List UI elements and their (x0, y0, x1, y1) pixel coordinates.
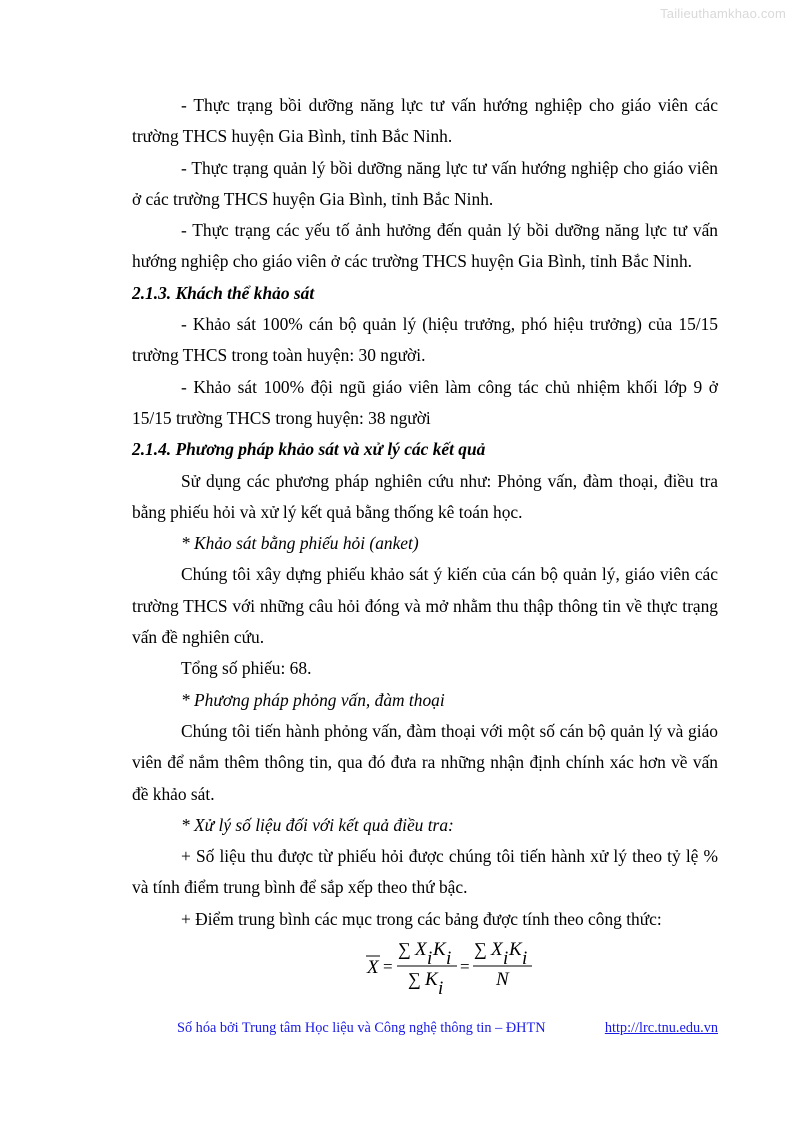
subheading-anket: * Khảo sát bằng phiếu hỏi (anket) (181, 533, 419, 554)
watermark: Tailieuthamkhao.com (660, 6, 786, 21)
paragraph-9: Chúng tôi tiến hành phỏng vấn, đàm thoại với một số cán bộ quản lý và giáo viên để nắm thêm thông tin, qua đó đưa ra những nhận định chính xác hơn về vấn đề khảo sát. (132, 720, 718, 804)
formula-i-1: i (427, 948, 433, 969)
formula-k-1: K (433, 939, 446, 960)
formula-equals-1: = (383, 957, 393, 976)
paragraph-8: Tổng số phiếu: 68. (181, 658, 312, 679)
paragraph-1: - Thực trạng bồi dưỡng năng lực tư vấn hướng nghiệp cho giáo viên các trường THCS huyện Gia Bình, tỉnh Bắc Ninh. (132, 95, 718, 147)
mean-formula (364, 933, 534, 1002)
page-footer (177, 1020, 718, 1037)
paragraph-4: - Khảo sát 100% cán bộ quản lý (hiệu trưởng, phó hiệu trưởng) của 15/15 trường THCS trong toàn huyện: 30 người. (132, 314, 718, 366)
formula-i-4: i (503, 948, 509, 969)
section-heading-2-1-3: 2.1.3. Khách thể khảo sát (132, 282, 315, 303)
formula-i-2: i (446, 948, 452, 969)
footer-credit: Số hóa bởi Trung tâm Học liệu và Công nghệ thông tin – ĐHTN (177, 1020, 546, 1036)
paragraph-5: - Khảo sát 100% đội ngũ giáo viên làm công tác chủ nhiệm khối lớp 9 ở 15/15 trường THCS trong huyện: 38 người (132, 376, 718, 428)
formula-x-2: X (491, 939, 503, 960)
formula-sum-den-1: ∑ (408, 969, 421, 989)
formula-x-1: X (415, 939, 427, 960)
paragraph-2: - Thực trạng quản lý bồi dưỡng năng lực tư vấn hướng nghiệp cho giáo viên ở các trường THCS huyện Gia Bình, tỉnh Bắc Ninh. (132, 157, 718, 209)
formula-sum-num-2: ∑ (474, 939, 487, 959)
paragraph-7: Chúng tôi xây dựng phiếu khảo sát ý kiến của cán bộ quản lý, giáo viên các trường THCS với những câu hỏi đóng và mở nhằm thu thập thông tin về thực trạng vấn đề nghiên cứu. (132, 564, 718, 648)
formula-sum-num-1: ∑ (398, 939, 411, 959)
subheading-interview: * Phương pháp phỏng vấn, đàm thoại (181, 689, 445, 710)
formula-i-3: i (438, 978, 444, 999)
footer-link[interactable]: http://lrc.tnu.edu.vn (604, 1020, 718, 1036)
section-heading-2-1-4: 2.1.4. Phương pháp khảo sát và xử lý các kết quả (132, 439, 486, 460)
formula-lhs: X (367, 957, 379, 978)
paragraph-11: + Điểm trung bình các mục trong các bảng được tính theo công thức: (181, 908, 662, 929)
formula-k-3: K (509, 939, 522, 960)
formula-i-5: i (522, 948, 528, 969)
formula-equals-2: = (460, 957, 470, 976)
formula-k-2: K (425, 969, 438, 990)
paragraph-6: Sử dụng các phương pháp nghiên cứu như: Phỏng vấn, đàm thoại, điều tra bằng phiếu hỏi và xử lý kết quả bằng thống kê toán học. (132, 470, 718, 522)
subheading-data-processing: * Xử lý số liệu đối với kết quả điều tra: (181, 814, 454, 835)
paragraph-10: + Số liệu thu được từ phiếu hỏi được chúng tôi tiến hành xử lý theo tỷ lệ % và tính điểm trung bình để sắp xếp theo thứ bậc. (132, 846, 718, 898)
formula-graphic (364, 933, 534, 997)
paragraph-3: - Thực trạng các yếu tố ảnh hưởng đến quản lý bồi dưỡng năng lực tư vấn hướng nghiệp cho giáo viên ở các trường THCS huyện Gia Bình, tỉnh Bắc Ninh. (132, 220, 718, 272)
document-body (132, 90, 718, 935)
formula-n: N (496, 969, 509, 990)
